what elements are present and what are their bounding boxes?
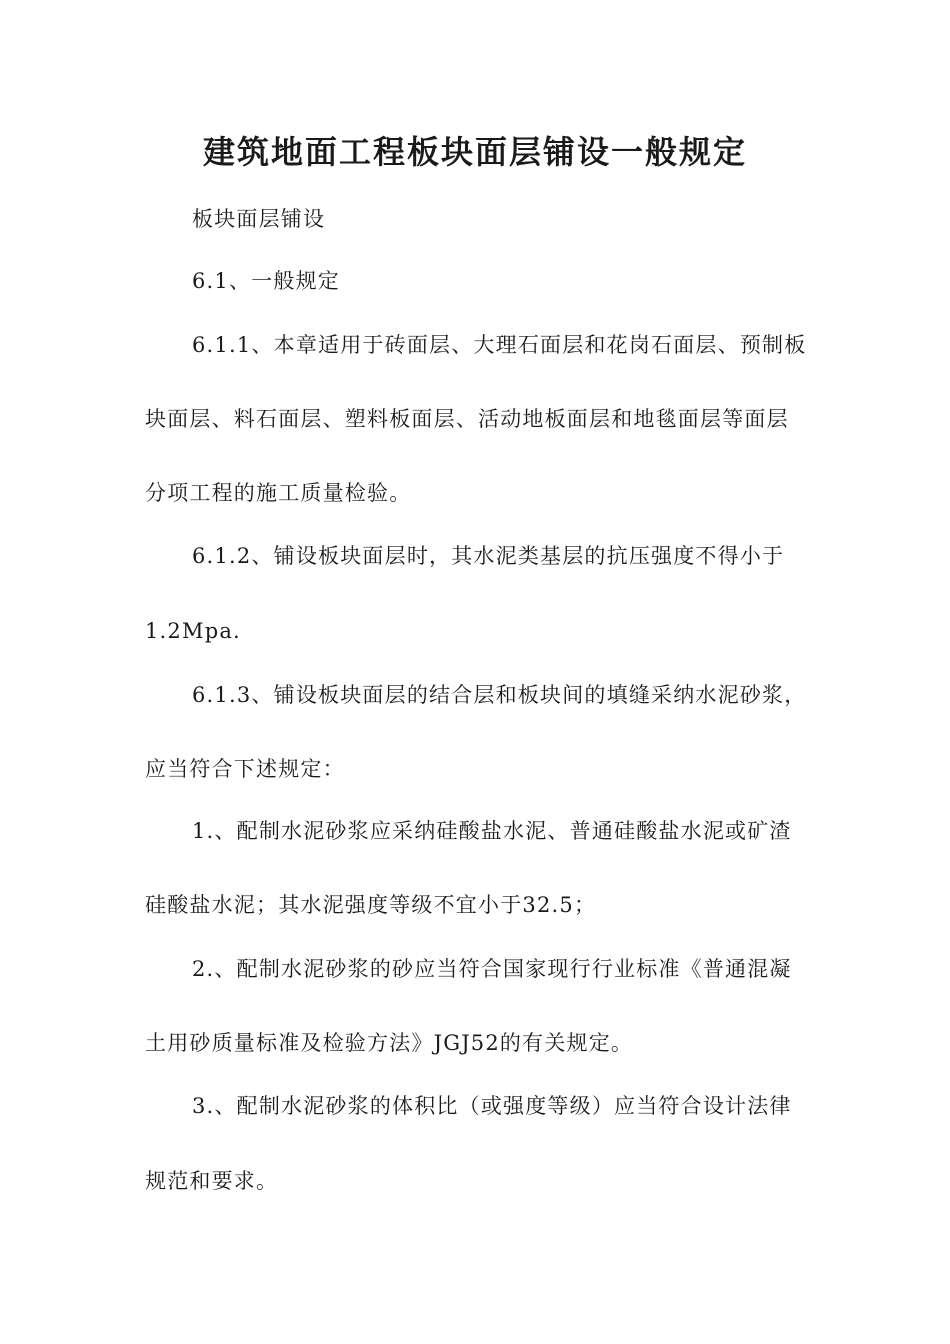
list-item-line: 3.、配制水泥砂浆的体积比（或强度等级）应当符合设计法律 — [192, 1094, 792, 1118]
list-item-line: 规范和要求。 — [145, 1169, 279, 1193]
paragraph-line: 6.1.3、铺设板块面层的结合层和板块间的填缝采纳水泥砂浆， — [192, 683, 807, 707]
paragraph-line: 6.1.2、铺设板块面层时，其水泥类基层的抗压强度不得小于 — [192, 544, 785, 568]
list-item-line: 硅酸盐水泥；其水泥强度等级不宜小于32.5； — [145, 893, 597, 917]
paragraph-line: 块面层、料石面层、塑料板面层、活动地板面层和地毯面层等面层 — [145, 407, 789, 431]
document-title: 建筑地面工程板块面层铺设一般规定 — [202, 133, 747, 171]
list-item-line: 土用砂质量标准及检验方法》JGJ52的有关规定。 — [145, 1031, 634, 1055]
paragraph-line: 1.2Mpa. — [145, 619, 241, 643]
subsection-heading: 6.1、一般规定 — [192, 269, 340, 293]
list-item-line: 2.、配制水泥砂浆的砂应当符合国家现行行业标准《普通混凝 — [192, 957, 792, 981]
paragraph-line: 分项工程的施工质量检验。 — [145, 481, 412, 505]
paragraph-line: 应当符合下述规定： — [145, 757, 345, 781]
list-item-line: 1.、配制水泥砂浆应采纳硅酸盐水泥、普通硅酸盐水泥或矿渣 — [192, 819, 792, 843]
paragraph-line: 6.1.1、本章适用于砖面层、大理石面层和花岗石面层、预制板 — [192, 333, 807, 357]
section-heading: 板块面层铺设 — [192, 207, 326, 231]
